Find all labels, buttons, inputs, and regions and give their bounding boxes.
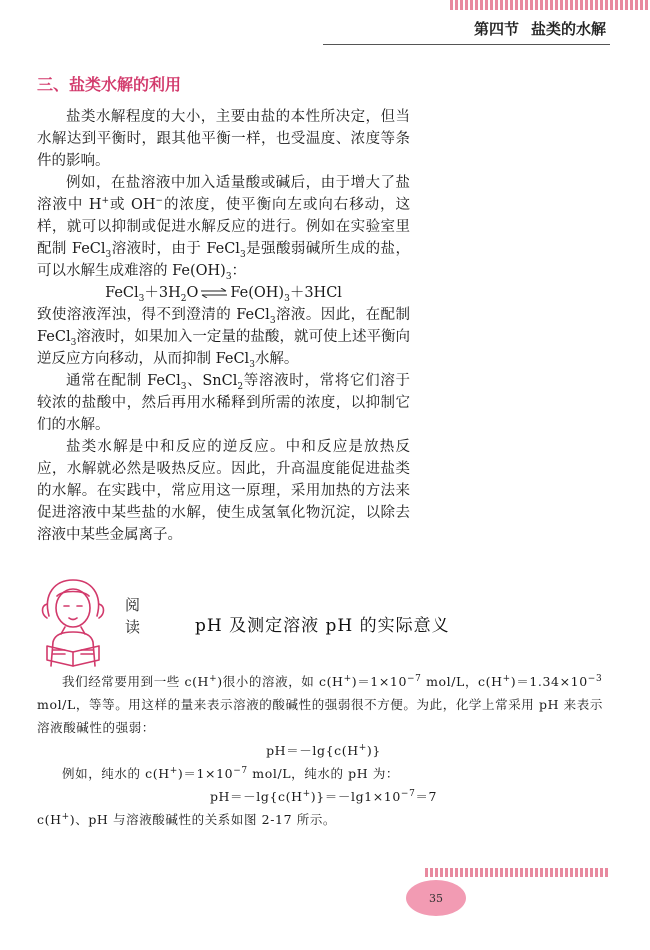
- reading-title: pH 及测定溶液 pH 的实际意义: [195, 616, 450, 636]
- equation-pure-water: $pH=-\lg\{c(H^+)\}=-\lg 1\times 10^{-7}=7$: [209, 788, 438, 804]
- page-number: 35: [429, 891, 443, 905]
- paragraph-5: 盐类水解是中和反应的逆反应。中和反应是放热反应，水解就必然是吸热反应。因此，升高温度能促进盐类的水解。在实践中，常应用这一原理，采用加热的方法来促进溶液中某些盐的水解，使生成氢氧化物沉淀，以除去溶液中某些金属离子。: [37, 439, 410, 543]
- footer-stripe: [425, 868, 610, 877]
- paragraph-4: 通常在配制 FeCl$_3$、SnCl$_2$等溶液时，常将它们溶于较浓的盐酸中，然后再用水稀释到所需的浓度，以抑制它们的水解。: [37, 373, 410, 433]
- running-header: [474, 18, 606, 39]
- equation-ph-definition: pH＝－lg{c(H+)}: [266, 742, 381, 758]
- reading-paragraph-2: 例如，纯水的 $c(H^+)=1\times 10^{-7}$ mol/L，纯水的 pH 为：: [62, 765, 400, 781]
- reading-mark: 阅读: [125, 596, 141, 636]
- page-number-badge: [406, 880, 466, 916]
- equation-hydrolysis: $FeCl_3+3H_2O$ $Fe(OH)_3+3HCl$: [105, 285, 342, 304]
- paragraph-1: 盐类水解程度的大小，主要由盐的本性所决定，但当水解达到平衡时，跟其他平衡一样，也受温度、浓度等条件的影响。: [37, 109, 410, 169]
- header-section: 第四节: [473, 20, 519, 38]
- section-heading: 三、盐类水解的利用: [37, 75, 182, 94]
- reading-text: [37, 670, 610, 831]
- paragraph-3: 致使溶液浑浊，得不到澄清的 FeCl$_3$溶液。因此，在配制 FeCl$_3$溶液时，如果加入一定量的盐酸，就可使上述平衡向逆反应方向移动，从而抑制 FeCl$_3$水解。: [37, 307, 410, 370]
- equilibrium-arrow-icon: [201, 288, 227, 298]
- paragraph-2: 例如，在盐溶液中加入适量酸或碱后，由于增大了盐溶液中 H+或 OH−的浓度，使平衡向左或向右移动，这样，就可以抑制或促进水解反应的进行。例如在实验室里配制 FeCl$_3$溶液时，由于 FeCl$_3$是强酸弱碱所生成的盐，可以水解生成难溶的 $Fe(OH)_3$：: [37, 175, 410, 282]
- reading-girl-illustration: [33, 576, 113, 668]
- reading-paragraph-1: 我们经常要用到一些 c(H+)很小的溶液，如 $c(H^+)=1\times 10^{-7}$ mol/L，$c(H^+)=1.34\times 10^{-3}$ mol/L，等等。用这样的量来表示溶液的酸碱性的强弱很不方便。为此，化学上常采用 pH 来表示溶液酸碱性的强弱：: [37, 673, 603, 735]
- header-stripe: [450, 0, 650, 10]
- header-title: 盐类的水解: [530, 20, 606, 38]
- reading-paragraph-3: c(H+)、pH 与溶液酸碱性的关系如图 2-17 所示。: [37, 811, 337, 827]
- main-text: [37, 106, 410, 546]
- header-rule: [323, 44, 610, 45]
